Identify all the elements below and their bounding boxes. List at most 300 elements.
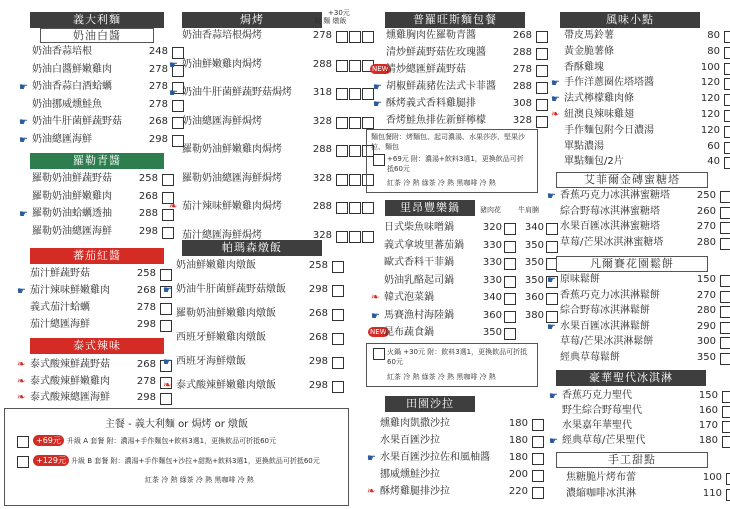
menu-item-row bbox=[384, 273, 544, 289]
menu-item-row bbox=[562, 403, 722, 419]
order-checkbox[interactable] bbox=[362, 231, 374, 243]
order-checkbox[interactable] bbox=[532, 487, 544, 499]
item-name: 胡椒鮮蔬豬佐法式卡菲醬 bbox=[386, 81, 496, 92]
item-price: 270 bbox=[696, 289, 716, 301]
order-checkbox[interactable] bbox=[332, 333, 344, 345]
order-checkbox[interactable] bbox=[336, 231, 348, 243]
item-price: 278 bbox=[512, 64, 532, 75]
order-checkbox[interactable] bbox=[332, 309, 344, 321]
item-price: 220 bbox=[508, 486, 528, 497]
order-checkbox[interactable] bbox=[336, 60, 348, 72]
item-name: 奶油總匯海鮮焗烤 bbox=[182, 115, 262, 127]
item-price-pork: 340 bbox=[482, 292, 502, 303]
thumbs-up-icon: ☛ bbox=[549, 436, 558, 447]
order-checkbox[interactable] bbox=[724, 110, 730, 122]
item-price: 170 bbox=[698, 420, 718, 431]
item-price: 278 bbox=[312, 30, 332, 41]
menu-item-row bbox=[19, 79, 172, 95]
order-checkbox[interactable] bbox=[349, 231, 361, 243]
order-checkbox[interactable] bbox=[532, 436, 544, 448]
order-checkbox[interactable] bbox=[724, 47, 730, 59]
order-checkbox[interactable] bbox=[504, 258, 516, 270]
order-checkbox[interactable] bbox=[349, 145, 361, 157]
pot-header: 里昂豐樂鍋 bbox=[385, 200, 475, 216]
baked-header: 焗烤 bbox=[182, 12, 322, 28]
item-name: 泰式酸辣鮮嫩雞肉 bbox=[30, 375, 110, 387]
order-checkbox[interactable] bbox=[532, 470, 544, 482]
thumbs-up-icon: ☛ bbox=[19, 134, 28, 146]
menu-item-row bbox=[549, 388, 722, 404]
menu-item-row bbox=[380, 467, 540, 483]
pot-upgrade-checkbox[interactable] bbox=[373, 348, 385, 360]
order-checkbox[interactable] bbox=[536, 116, 548, 128]
item-name: 綜合野莓冰淇淋蜜糖塔 bbox=[560, 205, 660, 217]
price-note: +30元 bbox=[328, 9, 350, 17]
menu-item-row bbox=[32, 44, 172, 60]
order-checkbox[interactable] bbox=[162, 227, 174, 239]
order-checkbox[interactable] bbox=[332, 285, 344, 297]
item-name: 挪威燻鮭沙拉 bbox=[380, 469, 440, 480]
pot-col-pork: 豬肉花 bbox=[480, 206, 501, 214]
item-price: 328 bbox=[312, 115, 332, 127]
order-checkbox[interactable] bbox=[160, 320, 172, 332]
item-name: 奶油牛肝菌鮮蔬野菇 bbox=[32, 116, 122, 127]
order-checkbox[interactable] bbox=[362, 31, 374, 43]
item-price: 278 bbox=[136, 302, 156, 313]
item-price: 200 bbox=[508, 469, 528, 480]
item-name: 奶油白醬鮮嫩雞肉 bbox=[32, 63, 112, 75]
chili-icon: ❧ bbox=[17, 359, 26, 370]
item-name: 焦糖脆片烤布蕾 bbox=[566, 472, 636, 483]
set-drinks: 紅茶 冷 熱 綠茶 冷 熱 黑咖啡 冷 熱 bbox=[145, 476, 254, 484]
item-name: 義式拿坡里蕃茄鍋 bbox=[384, 239, 464, 251]
item-price: 160 bbox=[698, 405, 718, 416]
item-name: 草莓/芒果冰淇淋鬆餅 bbox=[560, 336, 654, 347]
snack-header: 風味小點 bbox=[560, 12, 700, 28]
order-checkbox[interactable] bbox=[720, 207, 730, 219]
item-price: 298 bbox=[138, 225, 158, 237]
item-price: 298 bbox=[308, 284, 328, 295]
item-price: 268 bbox=[136, 359, 156, 370]
item-name: 原味鬆餅 bbox=[560, 274, 600, 285]
item-price: 110 bbox=[702, 488, 722, 499]
item-name: 昆布蔬食鍋 bbox=[384, 327, 434, 338]
item-price-beef: 360 bbox=[524, 292, 544, 303]
order-checkbox[interactable] bbox=[332, 357, 344, 369]
item-price: 288 bbox=[138, 208, 158, 219]
item-name: 清炒總匯鮮蔬野菇 bbox=[386, 64, 466, 75]
thumbs-up-icon: ☛ bbox=[551, 94, 560, 106]
order-checkbox[interactable] bbox=[722, 406, 730, 418]
item-price: 248 bbox=[148, 46, 168, 57]
menu-item-row bbox=[386, 113, 546, 129]
pot-drinks: 紅茶 冷 熱 綠茶 冷 熱 黑咖啡 冷 熱 bbox=[387, 373, 496, 381]
order-checkbox[interactable] bbox=[162, 174, 174, 186]
order-checkbox[interactable] bbox=[532, 453, 544, 465]
order-checkbox[interactable] bbox=[724, 94, 730, 106]
order-checkbox[interactable] bbox=[332, 261, 344, 273]
order-checkbox[interactable] bbox=[724, 142, 730, 154]
order-checkbox[interactable] bbox=[532, 419, 544, 431]
item-name: 茄汁總匯海鮮焗烤 bbox=[182, 229, 262, 241]
menu-item-row bbox=[32, 97, 172, 113]
order-checkbox[interactable] bbox=[336, 117, 348, 129]
item-name: 經典草莓鬆餅 bbox=[560, 351, 620, 363]
item-name: 奶油鮮嫩雞肉焗烤 bbox=[182, 58, 262, 70]
order-checkbox[interactable] bbox=[720, 322, 730, 334]
item-price: 288 bbox=[512, 47, 532, 58]
item-price: 258 bbox=[138, 173, 158, 184]
item-price: 278 bbox=[148, 63, 168, 75]
menu-item-row bbox=[32, 224, 172, 240]
item-name: 香蕉巧克力聖代 bbox=[562, 390, 632, 401]
order-checkbox[interactable] bbox=[720, 275, 730, 287]
item-name: 馬賽漁村海陸鍋 bbox=[384, 309, 454, 321]
item-name: 羅勒奶油總匯海鮮 bbox=[32, 225, 112, 237]
order-checkbox[interactable] bbox=[536, 65, 548, 77]
item-price: 328 bbox=[312, 172, 332, 184]
item-price-beef: 350 bbox=[524, 239, 544, 251]
panini-upgrade-checkbox[interactable] bbox=[373, 154, 385, 166]
item-price-pork: 330 bbox=[482, 257, 502, 268]
thumbs-up-icon: ☛ bbox=[19, 117, 28, 128]
order-checkbox[interactable] bbox=[722, 421, 730, 433]
thumbs-up-icon: ☛ bbox=[547, 275, 556, 286]
menu-item-row bbox=[17, 283, 170, 299]
set-b-checkbox[interactable] bbox=[17, 456, 29, 468]
chili-icon: ❧ bbox=[17, 392, 26, 403]
menu-item-row bbox=[564, 60, 724, 76]
set-menu-title: 主餐 - 義大利麵 or 焗烤 or 燉飯 bbox=[104, 419, 249, 430]
order-checkbox[interactable] bbox=[536, 82, 548, 94]
price-col-noodle: 麵 bbox=[323, 17, 331, 25]
menu-item-row bbox=[182, 28, 362, 44]
new-badge-icon: NEW bbox=[372, 65, 389, 73]
thumbs-up-icon: ☛ bbox=[373, 82, 382, 93]
item-price-pork: 350 bbox=[482, 327, 502, 338]
item-name: 清炒鮮蔬野菇佐玫瑰醬 bbox=[386, 47, 486, 58]
item-price-pork: 330 bbox=[482, 274, 502, 286]
menu-item-row bbox=[380, 416, 540, 432]
menu-item-row bbox=[564, 28, 724, 44]
order-checkbox[interactable] bbox=[726, 473, 730, 485]
parfait-header: 豪華聖代冰淇淋 bbox=[556, 370, 706, 386]
menu-item-row bbox=[169, 199, 362, 215]
order-checkbox[interactable] bbox=[720, 306, 730, 318]
item-price: 318 bbox=[312, 87, 332, 98]
menu-item-row bbox=[560, 334, 720, 350]
menu-item-row bbox=[372, 62, 546, 78]
menu-item-row bbox=[560, 204, 720, 220]
item-price: 268 bbox=[136, 285, 156, 296]
order-checkbox[interactable] bbox=[336, 145, 348, 157]
set-b-text: 升級 B 套餐 附：濃湯+手作麵包+沙拉+甜點+飲料3選1，更換飲品可折抵60元 bbox=[71, 457, 320, 465]
thumbs-up-icon: ☛ bbox=[373, 99, 382, 110]
set-a-text: 升級 A 套餐 附：濃湯+手作麵包+飲料3選1，更換飲品可折抵60元 bbox=[67, 437, 277, 445]
order-checkbox[interactable] bbox=[160, 269, 172, 281]
item-price: 100 bbox=[700, 61, 720, 73]
order-checkbox[interactable] bbox=[536, 48, 548, 60]
order-checkbox[interactable] bbox=[336, 88, 348, 100]
order-checkbox[interactable] bbox=[362, 202, 374, 214]
item-price: 120 bbox=[700, 77, 720, 89]
order-checkbox[interactable] bbox=[720, 191, 730, 203]
dessert-header: 手工甜點 bbox=[556, 452, 708, 468]
item-price-beef: 340 bbox=[524, 222, 544, 233]
menu-item-row bbox=[30, 317, 170, 333]
item-price: 250 bbox=[696, 190, 716, 201]
order-checkbox[interactable] bbox=[546, 293, 558, 305]
item-name: 奶油香蒜培根 bbox=[32, 46, 92, 57]
item-name: 日式柴魚味噌鍋 bbox=[384, 222, 454, 233]
item-name: 羅勒奶油鮮嫩雞肉焗烤 bbox=[182, 144, 282, 155]
item-name: 紐澳良辣味雞翅 bbox=[564, 109, 634, 120]
order-checkbox[interactable] bbox=[546, 241, 558, 253]
item-price: 258 bbox=[308, 260, 328, 271]
item-price: 278 bbox=[136, 375, 156, 387]
menu-item-row bbox=[384, 238, 544, 254]
salad-header: 田園沙拉 bbox=[385, 396, 475, 412]
chili-icon: ❧ bbox=[163, 380, 172, 391]
new-badge-icon: NEW bbox=[370, 328, 387, 336]
item-name: 茄汁鮮蔬野菇 bbox=[30, 268, 90, 279]
order-checkbox[interactable] bbox=[536, 31, 548, 43]
item-name: 羅勒奶油鮮嫩雞肉燉飯 bbox=[176, 308, 276, 319]
tart-header: 艾菲爾金磚蜜糖塔 bbox=[556, 172, 708, 188]
menu-item-row bbox=[560, 350, 720, 366]
menu-item-row bbox=[19, 114, 172, 130]
thumbs-up-icon: ☛ bbox=[17, 286, 26, 297]
item-name: 韓式泡菜鍋 bbox=[384, 292, 434, 303]
menu-item-row bbox=[32, 62, 172, 78]
menu-item-row bbox=[176, 306, 356, 322]
chili-icon: ❧ bbox=[169, 201, 178, 212]
pasta-header: 義大利麵 bbox=[30, 12, 164, 28]
item-price: 298 bbox=[136, 392, 156, 403]
order-checkbox[interactable] bbox=[336, 174, 348, 186]
order-checkbox[interactable] bbox=[720, 222, 730, 234]
item-name: 水果百匯冰淇淋鬆餅 bbox=[560, 320, 650, 332]
item-price: 180 bbox=[698, 435, 718, 446]
menu-item-row bbox=[17, 374, 170, 390]
order-checkbox[interactable] bbox=[160, 303, 172, 315]
menu-item-row bbox=[386, 45, 546, 61]
order-checkbox[interactable] bbox=[546, 223, 558, 235]
menu-item-row bbox=[384, 255, 544, 271]
item-price: 328 bbox=[312, 229, 332, 241]
thumbs-up-icon: ☛ bbox=[547, 321, 556, 333]
item-name: 西班牙海鮮燉飯 bbox=[176, 356, 246, 367]
item-name: 香烤鮭魚排佐新鮮檸檬 bbox=[386, 115, 486, 126]
price-col-risotto: 燉飯 bbox=[332, 17, 347, 25]
basil-header: 羅勒青醬 bbox=[30, 153, 164, 169]
item-name: 奶油牛肝菌鮮蔬野菇焗烤 bbox=[182, 87, 292, 98]
menu-item-row bbox=[371, 308, 544, 324]
panini-header: 普羅旺斯麵包餐 bbox=[385, 12, 525, 28]
menu-item-row bbox=[169, 57, 362, 73]
item-price: 120 bbox=[700, 93, 720, 105]
item-price: 80 bbox=[707, 30, 720, 41]
order-checkbox[interactable] bbox=[336, 31, 348, 43]
item-price: 288 bbox=[312, 144, 332, 155]
order-checkbox[interactable] bbox=[724, 126, 730, 138]
order-checkbox[interactable] bbox=[160, 393, 172, 405]
item-price: 288 bbox=[312, 201, 332, 212]
item-price: 300 bbox=[696, 336, 716, 347]
order-checkbox[interactable] bbox=[504, 328, 516, 340]
menu-item-row bbox=[371, 290, 544, 306]
menu-item-row bbox=[17, 357, 170, 373]
item-name: 野生綜合野莓聖代 bbox=[562, 405, 642, 416]
item-name: 水果百匯沙拉 bbox=[380, 435, 440, 446]
menu-item-row bbox=[182, 142, 362, 158]
item-name: 奶油鮮嫩雞肉燉飯 bbox=[176, 260, 256, 271]
thumbs-up-icon: ☛ bbox=[169, 59, 178, 71]
order-checkbox[interactable] bbox=[726, 489, 730, 501]
item-name: 水果百匯冰淇淋蜜糖塔 bbox=[560, 221, 660, 232]
order-checkbox[interactable] bbox=[332, 381, 344, 393]
item-price: 120 bbox=[700, 109, 720, 120]
order-checkbox[interactable] bbox=[336, 202, 348, 214]
item-name: 茄汁辣味鮮嫩雞肉焗烤 bbox=[182, 201, 282, 212]
order-checkbox[interactable] bbox=[536, 99, 548, 111]
item-price: 280 bbox=[696, 305, 716, 316]
pot-note: 火鍋 +30元 附：飲料3選1，更換飲品可折抵60元 bbox=[387, 348, 528, 366]
price-col-rice: 飯 bbox=[314, 17, 321, 25]
thumbs-up-icon: ☛ bbox=[547, 191, 556, 202]
order-checkbox[interactable] bbox=[724, 78, 730, 90]
item-price: 150 bbox=[698, 390, 718, 401]
order-checkbox[interactable] bbox=[724, 31, 730, 43]
menu-item-row bbox=[562, 418, 722, 434]
item-name: 水果百匯沙拉佐和風柚醬 bbox=[380, 452, 490, 463]
item-price: 260 bbox=[696, 205, 716, 217]
item-name: 燻雞胸肉佐羅勒青醬 bbox=[386, 30, 476, 41]
item-name: 羅勒奶油鮮蔬野菇 bbox=[32, 173, 112, 184]
item-price: 298 bbox=[308, 380, 328, 391]
item-price: 288 bbox=[512, 81, 532, 92]
item-price: 180 bbox=[508, 418, 528, 429]
menu-item-row bbox=[182, 114, 362, 130]
menu-item-row bbox=[566, 486, 726, 502]
item-name: 羅勒奶油鮮嫩雞肉 bbox=[32, 190, 112, 202]
item-name: 法式檸檬雞肉條 bbox=[564, 93, 634, 105]
order-checkbox[interactable] bbox=[504, 223, 516, 235]
item-name: 義式茄汁蛤蠣 bbox=[30, 302, 90, 313]
thumbs-up-icon: ☛ bbox=[19, 209, 28, 220]
item-name: 泰式酸辣鮮嫩雞肉燉飯 bbox=[176, 380, 276, 391]
menu-item-row bbox=[17, 390, 170, 406]
menu-item-row bbox=[380, 433, 540, 449]
item-price: 268 bbox=[308, 332, 328, 343]
menu-item-row bbox=[30, 266, 170, 282]
thumbs-up-icon: ☛ bbox=[549, 391, 558, 402]
risotto-header: 帕瑪森燉飯 bbox=[182, 240, 322, 256]
item-name: 單點濃湯 bbox=[564, 140, 604, 152]
order-checkbox[interactable] bbox=[504, 293, 516, 305]
order-checkbox[interactable] bbox=[722, 436, 730, 448]
order-checkbox[interactable] bbox=[349, 202, 361, 214]
chili-icon: ❧ bbox=[17, 375, 26, 387]
menu-item-row bbox=[564, 123, 724, 139]
order-checkbox[interactable] bbox=[504, 276, 516, 288]
item-price: 258 bbox=[136, 268, 156, 279]
order-checkbox[interactable] bbox=[504, 241, 516, 253]
item-price: 350 bbox=[696, 351, 716, 363]
item-price: 288 bbox=[312, 58, 332, 70]
menu-item-row bbox=[560, 235, 720, 251]
order-checkbox[interactable] bbox=[349, 117, 361, 129]
pot-col-beef: 牛肩腩 bbox=[518, 206, 539, 214]
item-price: 80 bbox=[707, 45, 720, 57]
item-price: 120 bbox=[700, 124, 720, 136]
item-price: 298 bbox=[136, 319, 156, 330]
menu-item-row bbox=[560, 303, 720, 319]
menu-item-row bbox=[163, 282, 356, 298]
item-price-beef: 350 bbox=[524, 274, 544, 286]
order-checkbox[interactable] bbox=[504, 311, 516, 323]
item-name: 酥烤義式香料雞腿排 bbox=[386, 98, 476, 109]
item-price: 328 bbox=[512, 115, 532, 126]
order-checkbox[interactable] bbox=[720, 353, 730, 365]
item-name: 香蕉巧克力冰淇淋鬆餅 bbox=[560, 289, 660, 301]
item-name: 奶油乳酪起司鍋 bbox=[384, 274, 454, 286]
set-a-checkbox[interactable] bbox=[17, 436, 29, 448]
order-checkbox[interactable] bbox=[720, 238, 730, 250]
menu-item-row bbox=[19, 206, 172, 222]
item-name: 手作洋蔥圈佐塔塔醬 bbox=[564, 77, 654, 89]
item-price: 268 bbox=[138, 190, 158, 202]
item-price: 270 bbox=[696, 221, 716, 232]
menu-item-row bbox=[566, 470, 726, 486]
item-price: 60 bbox=[707, 140, 720, 152]
menu-item-row bbox=[386, 28, 546, 44]
item-name: 經典草莓/芒果聖代 bbox=[562, 435, 646, 446]
menu-item-row bbox=[560, 219, 720, 235]
order-checkbox[interactable] bbox=[349, 88, 361, 100]
order-checkbox[interactable] bbox=[349, 31, 361, 43]
order-checkbox[interactable] bbox=[349, 174, 361, 186]
menu-item-row bbox=[163, 378, 356, 394]
item-name: 帶皮馬鈴薯 bbox=[564, 30, 614, 41]
order-checkbox[interactable] bbox=[724, 63, 730, 75]
order-checkbox[interactable] bbox=[722, 391, 730, 403]
menu-item-row bbox=[564, 154, 724, 170]
item-name: 羅勒奶油總匯海鮮焗烤 bbox=[182, 172, 282, 184]
item-name: 燻雞肉凱撒沙拉 bbox=[380, 418, 450, 429]
tomato-header: 蕃茄紅醬 bbox=[30, 248, 164, 264]
item-name: 羅勒奶油蛤蠣透抽 bbox=[32, 208, 112, 219]
order-checkbox[interactable] bbox=[720, 291, 730, 303]
chili-icon: ❧ bbox=[371, 292, 380, 303]
item-name: 單點麵包/2片 bbox=[564, 156, 624, 168]
menu-item-row bbox=[176, 330, 356, 346]
item-price: 268 bbox=[512, 30, 532, 41]
menu-item-row bbox=[373, 96, 546, 112]
menu-item-row bbox=[551, 91, 724, 107]
item-price: 290 bbox=[696, 320, 716, 332]
order-checkbox[interactable] bbox=[724, 157, 730, 169]
menu-item-row bbox=[169, 85, 362, 101]
order-checkbox[interactable] bbox=[362, 117, 374, 129]
set-a-price: +69元 bbox=[33, 435, 64, 446]
panini-note: 麵包餐附：烤麵包、起司濃湯、水果莎莎、堅果沙拉、麵包 bbox=[371, 133, 525, 151]
item-name: 奶油總匯海鮮 bbox=[32, 133, 92, 145]
item-price-beef: 350 bbox=[524, 257, 544, 268]
order-checkbox[interactable] bbox=[349, 60, 361, 72]
order-checkbox[interactable] bbox=[720, 337, 730, 349]
item-price: 180 bbox=[508, 435, 528, 446]
